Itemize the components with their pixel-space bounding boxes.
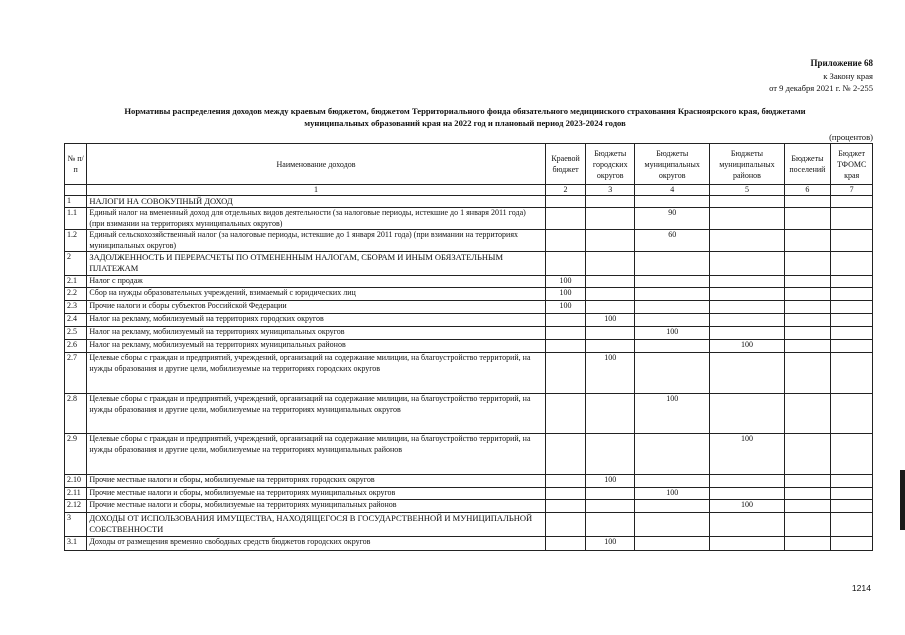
rate-cell-c3 (586, 513, 635, 537)
rate-cell-c6 (784, 196, 831, 208)
rate-cell-c5 (710, 537, 784, 551)
header-municipal-regions: Бюджеты муниципальных районов (710, 144, 784, 185)
rate-cell-c5 (710, 288, 784, 301)
rate-cell-c4 (635, 276, 710, 288)
rate-cell-c2 (545, 230, 586, 252)
header-regional-budget: Краевой бюджет (545, 144, 586, 185)
table-row (65, 288, 873, 301)
rate-cell-c3 (586, 327, 635, 340)
income-name: Налог на рекламу, мобилизуемый на территориях муниципальных округов (87, 327, 545, 340)
appendix-block (769, 57, 873, 95)
rate-cell-c4 (635, 288, 710, 301)
header-name: Наименование доходов (87, 144, 545, 185)
header-num: № п/п (65, 144, 87, 185)
rate-cell-c4 (635, 314, 710, 327)
table-row (65, 327, 873, 340)
row-number: 2.2 (65, 288, 87, 301)
table-row (65, 434, 873, 475)
rate-cell-c4 (635, 340, 710, 353)
row-number: 2.6 (65, 340, 87, 353)
rate-cell-c3 (586, 488, 635, 500)
rate-cell-c6 (784, 537, 831, 551)
rate-cell-c2 (545, 252, 586, 276)
rate-cell-c2 (545, 340, 586, 353)
rate-cell-c3 (586, 394, 635, 434)
rate-cell-c2 (545, 196, 586, 208)
row-number: 3.1 (65, 537, 87, 551)
rate-cell-c3 (586, 500, 635, 513)
rate-cell-c7 (831, 327, 873, 340)
rate-cell-c7 (831, 196, 873, 208)
column-number: 1 (87, 185, 545, 196)
column-number: 5 (710, 185, 784, 196)
table-row (65, 488, 873, 500)
section-title: НАЛОГИ НА СОВОКУПНЫЙ ДОХОД (87, 196, 545, 208)
rate-cell-c4: 90 (635, 208, 710, 230)
rate-cell-c4 (635, 353, 710, 394)
row-number: 1 (65, 196, 87, 208)
rate-cell-c3: 100 (586, 353, 635, 394)
table-row (65, 276, 873, 288)
rate-cell-c6 (784, 314, 831, 327)
income-distribution-table (64, 143, 873, 551)
rate-cell-c7 (831, 288, 873, 301)
header-city-districts: Бюджеты городских округов (586, 144, 635, 185)
income-name: Сбор на нужды образовательных учреждений, взимаемый с юридических лиц (87, 288, 545, 301)
rate-cell-c7 (831, 513, 873, 537)
row-number: 2.5 (65, 327, 87, 340)
income-name: Налог на рекламу, мобилизуемый на территориях городских округов (87, 314, 545, 327)
rate-cell-c2: 100 (545, 301, 586, 314)
rate-cell-c6 (784, 208, 831, 230)
column-number: 4 (635, 185, 710, 196)
column-number: 6 (784, 185, 831, 196)
rate-cell-c3: 100 (586, 314, 635, 327)
rate-cell-c6 (784, 327, 831, 340)
rate-cell-c2: 100 (545, 288, 586, 301)
table-row (65, 340, 873, 353)
rate-cell-c7 (831, 276, 873, 288)
table-row (65, 353, 873, 394)
appendix-title: Приложение 68 (810, 58, 873, 68)
rate-cell-c7 (831, 394, 873, 434)
row-number: 2 (65, 252, 87, 276)
rate-cell-c5: 100 (710, 500, 784, 513)
column-number: 7 (831, 185, 873, 196)
document-title (60, 105, 870, 129)
rate-cell-c4: 100 (635, 327, 710, 340)
rate-cell-c2 (545, 500, 586, 513)
table-row (65, 500, 873, 513)
rate-cell-c6 (784, 230, 831, 252)
rate-cell-c3: 100 (586, 537, 635, 551)
rate-cell-c3 (586, 208, 635, 230)
row-number: 2.9 (65, 434, 87, 475)
rate-cell-c5: 100 (710, 340, 784, 353)
row-number: 2.8 (65, 394, 87, 434)
rate-cell-c6 (784, 394, 831, 434)
rate-cell-c6 (784, 340, 831, 353)
rate-cell-c7 (831, 537, 873, 551)
table-row (65, 314, 873, 327)
rate-cell-c2 (545, 394, 586, 434)
rate-cell-c6 (784, 488, 831, 500)
table-row (65, 230, 873, 252)
rate-cell-c2 (545, 513, 586, 537)
rate-cell-c7 (831, 475, 873, 488)
row-number: 2.11 (65, 488, 87, 500)
table-row (65, 208, 873, 230)
rate-cell-c7 (831, 301, 873, 314)
rate-cell-c6 (784, 288, 831, 301)
rate-cell-c5 (710, 301, 784, 314)
rate-cell-c6 (784, 276, 831, 288)
table-row (65, 196, 873, 208)
appendix-law-ref: к Закону края (823, 70, 873, 81)
income-name: Доходы от размещения временно свободных средств бюджетов городских округов (87, 537, 545, 551)
rate-cell-c5 (710, 353, 784, 394)
rate-cell-c5 (710, 252, 784, 276)
row-number: 2.7 (65, 353, 87, 394)
rate-cell-c2 (545, 208, 586, 230)
column-number-blank (65, 185, 87, 196)
rate-cell-c7 (831, 340, 873, 353)
rate-cell-c7 (831, 434, 873, 475)
rate-cell-c6 (784, 434, 831, 475)
rate-cell-c5 (710, 314, 784, 327)
rate-cell-c7 (831, 314, 873, 327)
rate-cell-c5 (710, 276, 784, 288)
table-row (65, 252, 873, 276)
header-tfoms: Бюджет ТФОМС края (831, 144, 873, 185)
rate-cell-c5 (710, 230, 784, 252)
rate-cell-c6 (784, 475, 831, 488)
rate-cell-c2 (545, 488, 586, 500)
table-header-row (65, 144, 873, 185)
row-number: 2.10 (65, 475, 87, 488)
row-number: 1.1 (65, 208, 87, 230)
rate-cell-c4: 100 (635, 394, 710, 434)
section-title: ЗАДОЛЖЕННОСТЬ И ПЕРЕРАСЧЕТЫ ПО ОТМЕНЕННЫМ НАЛОГАМ, СБОРАМ И ИНЫМ ОБЯЗАТЕЛЬНЫМ ПЛАТЕЖАМ (87, 252, 545, 276)
rate-cell-c5 (710, 475, 784, 488)
rate-cell-c3 (586, 230, 635, 252)
rate-cell-c4 (635, 475, 710, 488)
rate-cell-c2 (545, 353, 586, 394)
rate-cell-c3 (586, 252, 635, 276)
document-title-line-2: муниципальных образований края на 2022 год и плановый период 2023-2024 годов (304, 118, 626, 128)
income-name: Целевые сборы с граждан и предприятий, учреждений, организаций на содержание милиции, на благоустройство территорий, на нужды образования и другие цели, мобилизуемые на территориях муниципальных районов (87, 434, 545, 475)
rate-cell-c6 (784, 252, 831, 276)
table-row (65, 513, 873, 537)
rate-cell-c7 (831, 208, 873, 230)
rate-cell-c2 (545, 327, 586, 340)
rate-cell-c2 (545, 434, 586, 475)
income-name: Налог на рекламу, мобилизуемый на территориях муниципальных районов (87, 340, 545, 353)
column-numbers-row (65, 185, 873, 196)
rate-cell-c6 (784, 513, 831, 537)
row-number: 2.1 (65, 276, 87, 288)
row-number: 2.4 (65, 314, 87, 327)
income-name: Прочие местные налоги и сборы, мобилизуемые на территориях городских округов (87, 475, 545, 488)
row-number: 2.3 (65, 301, 87, 314)
rate-cell-c3 (586, 276, 635, 288)
table-row (65, 301, 873, 314)
row-number: 3 (65, 513, 87, 537)
rate-cell-c5 (710, 327, 784, 340)
income-name: Налог с продаж (87, 276, 545, 288)
rate-cell-c4 (635, 301, 710, 314)
rate-cell-c3 (586, 340, 635, 353)
rate-cell-c5 (710, 513, 784, 537)
rate-cell-c7 (831, 252, 873, 276)
rate-cell-c4 (635, 196, 710, 208)
row-number: 1.2 (65, 230, 87, 252)
rate-cell-c5 (710, 196, 784, 208)
rate-cell-c4: 60 (635, 230, 710, 252)
rate-cell-c7 (831, 488, 873, 500)
header-municipal-districts: Бюджеты муниципальных округов (635, 144, 710, 185)
page-number: 1214 (851, 583, 871, 593)
rate-cell-c4 (635, 537, 710, 551)
row-number: 2.12 (65, 500, 87, 513)
rate-cell-c3 (586, 434, 635, 475)
column-number: 2 (545, 185, 586, 196)
income-name: Единый сельскохозяйственный налог (за налоговые периоды, истекшие до 1 января 2011 года) (при взимании на территориях муниципальных округов) (87, 230, 545, 252)
rate-cell-c6 (784, 500, 831, 513)
rate-cell-c4 (635, 252, 710, 276)
rate-cell-c2 (545, 314, 586, 327)
scan-edge-mark (900, 470, 905, 530)
rate-cell-c5 (710, 488, 784, 500)
rate-cell-c2: 100 (545, 276, 586, 288)
rate-cell-c2 (545, 475, 586, 488)
income-name: Прочие налоги и сборы субъектов Российской Федерации (87, 301, 545, 314)
section-title: ДОХОДЫ ОТ ИСПОЛЬЗОВАНИЯ ИМУЩЕСТВА, НАХОДЯЩЕГОСЯ В ГОСУДАРСТВЕННОЙ И МУНИЦИПАЛЬНОЙ СОБСТВЕННОСТИ (87, 513, 545, 537)
rate-cell-c4 (635, 513, 710, 537)
income-name: Прочие местные налоги и сборы, мобилизуемые на территориях муниципальных округов (87, 488, 545, 500)
income-name: Целевые сборы с граждан и предприятий, учреждений, организаций на содержание милиции, на благоустройство территорий, на нужды образования и другие цели, мобилизуемые на территориях городских округов (87, 353, 545, 394)
header-settlements: Бюджеты поселений (784, 144, 831, 185)
column-number: 3 (586, 185, 635, 196)
rate-cell-c7 (831, 230, 873, 252)
table-row (65, 475, 873, 488)
rate-cell-c3 (586, 288, 635, 301)
rate-cell-c6 (784, 301, 831, 314)
income-name: Целевые сборы с граждан и предприятий, учреждений, организаций на содержание милиции, на благоустройство территорий, на нужды образования и другие цели, мобилизуемые на территориях муниципальных округов (87, 394, 545, 434)
rate-cell-c3: 100 (586, 475, 635, 488)
rate-cell-c3 (586, 301, 635, 314)
table-row (65, 394, 873, 434)
rate-cell-c4 (635, 434, 710, 475)
rate-cell-c5 (710, 208, 784, 230)
appendix-law-date: от 9 декабря 2021 г. № 2-255 (769, 83, 873, 93)
rate-cell-c7 (831, 353, 873, 394)
rate-cell-c7 (831, 500, 873, 513)
rate-cell-c5: 100 (710, 434, 784, 475)
income-name: Прочие местные налоги и сборы, мобилизуемые на территориях муниципальных районов (87, 500, 545, 513)
rate-cell-c4 (635, 500, 710, 513)
rate-cell-c2 (545, 537, 586, 551)
units-label: (процентов) (829, 132, 873, 142)
table-row (65, 537, 873, 551)
document-title-line-1: Нормативы распределения доходов между краевым бюджетом, бюджетом Территориального фонда обязательного медицинского страхования Красноярского края, бюджетами (124, 106, 806, 116)
income-name: Единый налог на вмененный доход для отдельных видов деятельности (за налоговые периоды, истекшие до 1 января 2011 года) (при взимании на территориях муниципальных округов) (87, 208, 545, 230)
rate-cell-c5 (710, 394, 784, 434)
rate-cell-c6 (784, 353, 831, 394)
rate-cell-c3 (586, 196, 635, 208)
rate-cell-c4: 100 (635, 488, 710, 500)
